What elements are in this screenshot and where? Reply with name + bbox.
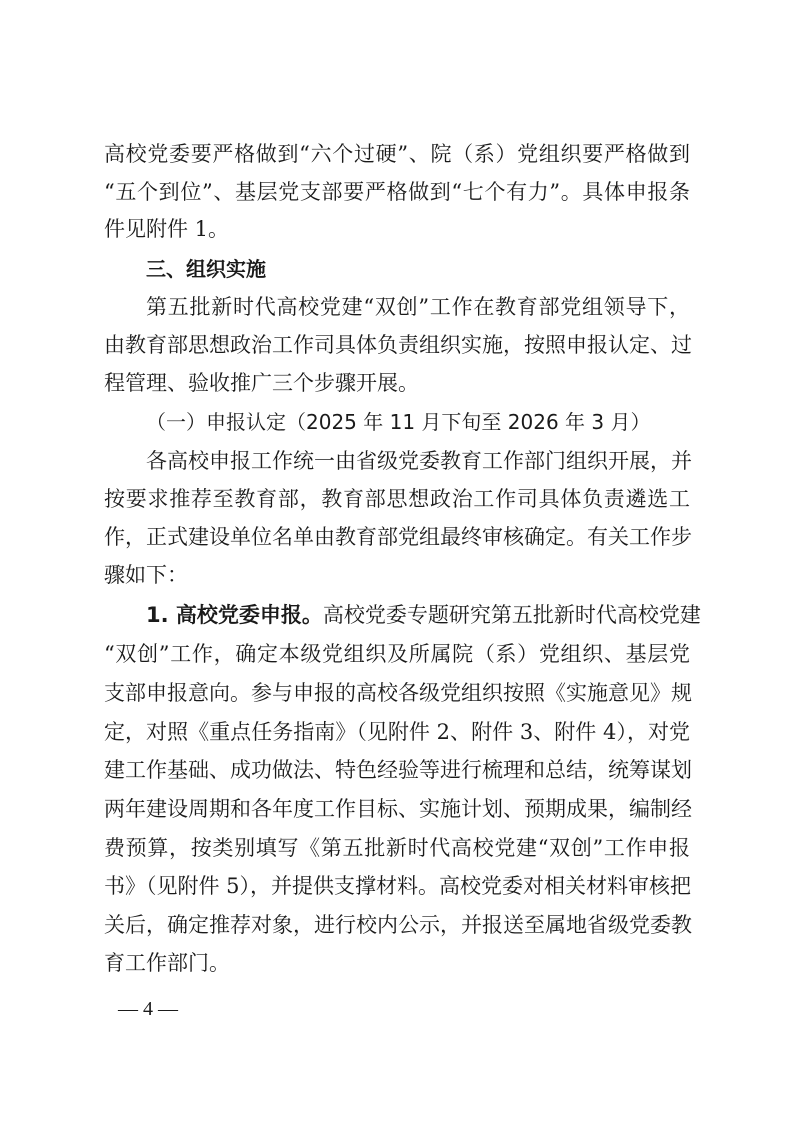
subsection-heading: （一）申报认定（2025 年 11 月下旬至 2026 年 3 月） (146, 410, 651, 434)
para4-line-9: 关后，确定推荐对象，进行校内公示，并报送至属地省级党委教 (104, 913, 692, 937)
para4-line-3: 支部申报意向。参与申报的高校各级党组织按照《实施意见》规 (104, 681, 692, 705)
para1-line-1: 高校党委要严格做到“六个过硬”、院（系）党组织要严格做到 (104, 142, 690, 166)
para2-line-1: 第五批新时代高校党建“双创”工作在教育部党组领导下， (146, 295, 690, 319)
para3-line-1: 各高校申报工作统一由省级党委教育工作部门组织开展，并 (146, 449, 692, 473)
para4-lead: 1. 高校党委申报。 (146, 603, 323, 627)
para1-line-2: “五个到位”、基层党支部要严格做到“七个有力”。具体申报条 (104, 180, 690, 204)
para3-line-3: 作，正式建设单位名单由教育部党组最终审核确定。有关工作步 (104, 525, 692, 549)
para3-line-4: 骤如下： (104, 563, 188, 587)
para4-first-rest: 高校党委专题研究第五批新时代高校党建 (322, 603, 701, 627)
para4-line-2: “双创”工作，确定本级党组织及所属院（系）党组织、基层党 (104, 642, 690, 666)
para4-line-7: 费预算，按类别填写《第五批新时代高校党建“双创”工作申报 (104, 836, 690, 860)
para3-line-2: 按要求推荐至教育部，教育部思想政治工作司具体负责遴选工 (104, 487, 690, 511)
para2-line-2: 由教育部思想政治工作司具体负责组织实施，按照申报认定、过 (104, 333, 692, 357)
section-heading: 三、组织实施 (146, 257, 266, 281)
para4-line-10: 育工作部门。 (104, 951, 230, 975)
page-number: — 4 — (118, 998, 178, 1020)
para1-line-3: 件见附件 1。 (104, 217, 230, 241)
para4-line-6: 两年建设周期和各年度工作目标、实施计划、预期成果，编制经 (104, 797, 692, 821)
para4-line-1 (146, 602, 701, 628)
para4-line-8: 书》（见附件 5），并提供支撑材料。高校党委对相关材料审核把 (104, 874, 692, 898)
para2-line-3: 程管理、验收推广三个步骤开展。 (104, 371, 419, 395)
para4-line-4: 定，对照《重点任务指南》（见附件 2、附件 3、附件 4），对党 (104, 720, 690, 744)
para4-line-5: 建工作基础、成功做法、特色经验等进行梳理和总结，统筹谋划 (104, 758, 692, 782)
